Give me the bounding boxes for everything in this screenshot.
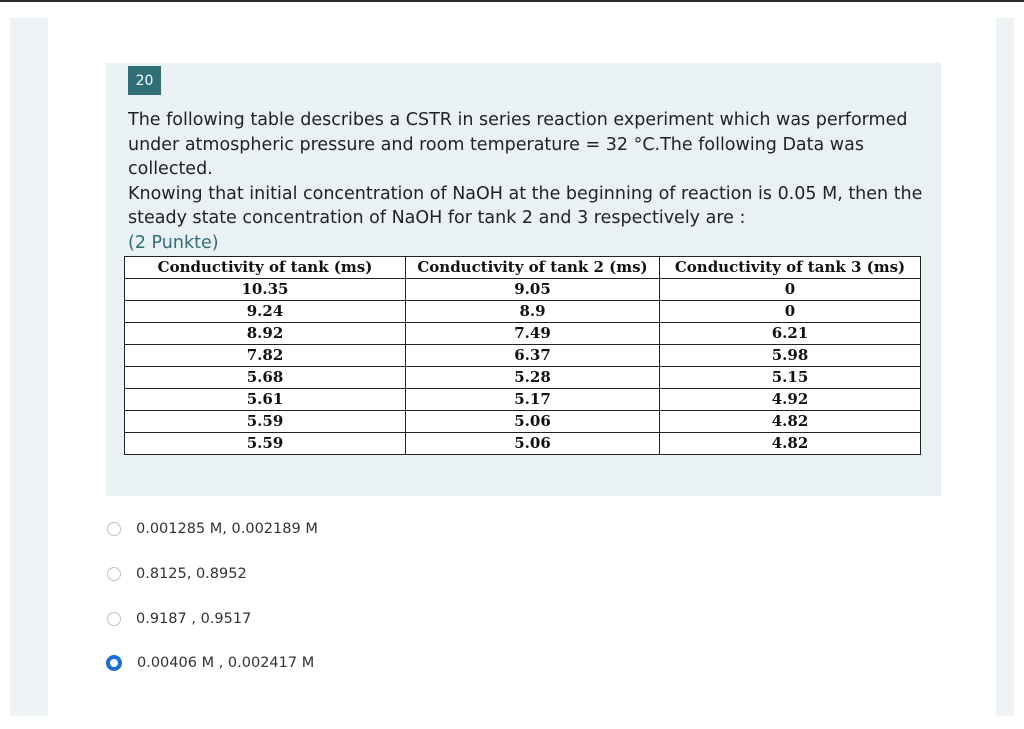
question-text-line: steady state concentration of NaOH for tank 2 and 3 respectively are : [128, 208, 746, 228]
table-row [125, 433, 921, 455]
table-cell: 4.92 [660, 389, 921, 411]
question-number: 20 [128, 66, 161, 95]
answer-option-2[interactable] [107, 563, 247, 585]
answer-option-label: 0.8125, 0.8952 [136, 566, 247, 582]
radio-button[interactable] [107, 567, 121, 581]
table-cell: 10.35 [125, 279, 406, 301]
answer-option-3[interactable] [107, 608, 251, 630]
table-cell: 5.06 [406, 411, 660, 433]
table-row [125, 411, 921, 433]
table-row [125, 345, 921, 367]
answer-option-label: 0.001285 M, 0.002189 M [136, 521, 318, 537]
table-row [125, 367, 921, 389]
table-cell: 5.15 [660, 367, 921, 389]
conductivity-table [124, 256, 921, 455]
table-cell: 5.17 [406, 389, 660, 411]
table-body [125, 279, 921, 455]
right-margin [996, 18, 1014, 716]
table-cell: 4.82 [660, 411, 921, 433]
table-cell: 4.82 [660, 433, 921, 455]
table-cell: 0 [660, 301, 921, 323]
table-cell: 6.21 [660, 323, 921, 345]
table-cell: 5.98 [660, 345, 921, 367]
header-tank-2: Conductivity of tank 2 (ms) [406, 257, 660, 279]
table-row [125, 323, 921, 345]
table-cell: 9.05 [406, 279, 660, 301]
table-cell: 5.59 [125, 433, 406, 455]
table-cell: 5.59 [125, 411, 406, 433]
answer-option-4[interactable] [107, 652, 314, 674]
question-text-line: The following table describes a CSTR in series reaction experiment which was performed [128, 110, 908, 130]
table-row [125, 301, 921, 323]
radio-button[interactable] [107, 612, 121, 626]
answer-option-label: 0.9187 , 0.9517 [136, 611, 252, 627]
question-text [128, 108, 928, 255]
table-cell: 0 [660, 279, 921, 301]
table-cell: 7.82 [125, 345, 406, 367]
radio-button[interactable] [107, 522, 121, 536]
table-cell: 5.61 [125, 389, 406, 411]
table-row [125, 279, 921, 301]
table-header-row [125, 257, 921, 279]
question-text-line: under atmospheric pressure and room temperature = 32 °C.The following Data was collected. [128, 134, 864, 179]
question-card [106, 63, 941, 496]
answer-option-1[interactable] [107, 518, 318, 540]
header-tank-1: Conductivity of tank (ms) [125, 257, 406, 279]
table-cell: 9.24 [125, 301, 406, 323]
question-points: (2 Punkte) [128, 232, 219, 253]
table-cell: 8.92 [125, 323, 406, 345]
table-cell: 8.9 [406, 301, 660, 323]
table-cell: 5.68 [125, 367, 406, 389]
table-cell: 5.06 [406, 433, 660, 455]
left-margin [10, 18, 48, 716]
question-text-line: Knowing that initial concentration of NaOH at the beginning of reaction is 0.05 M, then the [128, 183, 923, 204]
table-row [125, 389, 921, 411]
table-cell: 5.28 [406, 367, 660, 389]
answer-option-label: 0.00406 M , 0.002417 M [137, 655, 315, 671]
table-cell: 7.49 [406, 323, 660, 345]
radio-button-selected[interactable] [106, 655, 122, 671]
top-border [0, 0, 1024, 2]
table-cell: 6.37 [406, 345, 660, 367]
header-tank-3: Conductivity of tank 3 (ms) [660, 257, 921, 279]
